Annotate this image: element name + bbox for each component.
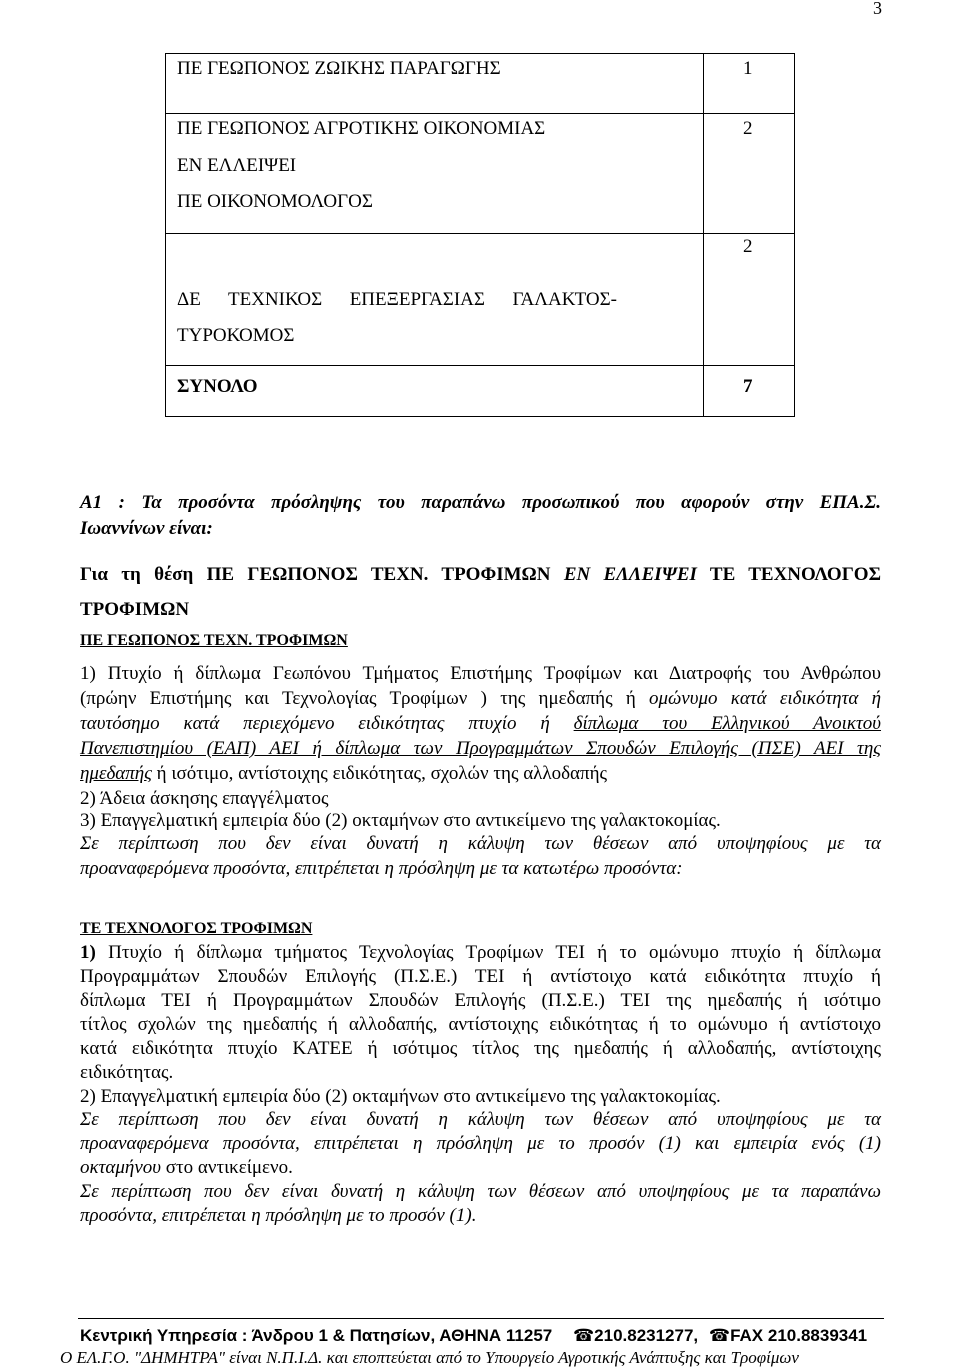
note-line: Σε περίπτωση που δεν είναι δυνατή η κάλυψη των θέσεων από υποψηφίους με τα <box>80 1109 881 1130</box>
qualification-line: κατά ειδικότητα πτυχίο ΚΑΤΕΕ ή ισότιμος τίτλος της ημεδαπής ή αλλοδαπής, αντίστοιχης <box>80 1038 881 1059</box>
footer-divider <box>78 1318 884 1319</box>
text-segment: δίπλωμα του Ελληνικού Ανοικτού <box>573 713 882 734</box>
table-cell-count: 1 <box>743 58 753 79</box>
text-segment: ή ισότιμο, αντίστοιχης ειδικότητας, σχολών της αλλοδαπής <box>151 763 608 784</box>
footer-legal-line: Ο ΕΛ.Γ.Ο. "ΔΗΜΗΤΡΑ" είναι Ν.Π.Ι.Δ. και εποπτεύεται από το Υπουργείο Αγροτικής Ανάπτυξης και Τροφίμων <box>60 1348 799 1367</box>
table-cell-name: ΣΥΝΟΛΟ <box>177 376 258 397</box>
text-segment: Πτυχίο ή δίπλωμα τμήματος Τεχνολογίας Τροφίμων ΤΕΙ ή το ομώνυμο πτυχίο ή δίπλωμα <box>95 942 881 963</box>
table-row <box>166 54 795 114</box>
table-row <box>166 234 795 366</box>
note-line: Σε περίπτωση που δεν είναι δυνατή η κάλυψη των θέσεων από υποψηφίους με τα <box>80 833 881 854</box>
table-cell-count: 2 <box>743 236 753 257</box>
position1-heading-line2: ΤΡΟΦΙΜΩΝ <box>80 599 190 620</box>
table-row <box>166 114 795 234</box>
qualification-line <box>80 714 881 733</box>
table-cell-name: ΠΕ ΓΕΩΠΟΝΟΣ ΖΩΙΚΗΣ ΠΑΡΑΓΩΓΗΣ <box>177 58 501 79</box>
qualification-item: 2) Άδεια άσκησης επαγγέλματος <box>80 788 329 809</box>
note-line: Σε περίπτωση που δεν είναι δυνατή η κάλυψη των θέσεων από υποψηφίους με τα παραπάνω <box>80 1181 881 1202</box>
table-cell-name: ΔΕ ΤΕΧΝΙΚΟΣ ΕΠΕΞΕΡΓΑΣΙΑΣ ΓΑΛΑΚΤΟΣ- <box>177 289 617 310</box>
footer-address: Κεντρική Υπηρεσία : Άνδρου 1 & Πατησίων, ΑΘΗΝΑ 11257 <box>80 1326 553 1345</box>
page-number: 3 <box>873 0 882 18</box>
table-cell-name: ΕΝ ΕΛΛΕΙΨΕΙ <box>177 155 297 176</box>
qualification-line <box>80 943 881 962</box>
table-cell-count: 2 <box>743 118 753 139</box>
heading-prefix: Για τη θέση ΠΕ ΓΕΩΠΟΝΟΣ ΤΕΧΝ. ΤΡΟΦΙΜΩΝ <box>80 564 551 585</box>
qualification-item: 3) Επαγγελματική εμπειρία δύο (2) οκταμήνων στο αντικείμενο της γαλακτοκομίας. <box>80 810 721 831</box>
footer-address-line <box>80 1326 867 1346</box>
footer-fax: FAX 210.8839341 <box>730 1326 868 1345</box>
footer-phone: 210.8231277, <box>594 1326 699 1345</box>
position1-subheading: ΠΕ ΓΕΩΠΟΝΟΣ ΤΕΧΝ. ΤΡΟΦΙΜΩΝ <box>80 632 348 649</box>
qualification-line: ειδικότητας. <box>80 1062 174 1083</box>
table-cell-name: ΠΕ ΓΕΩΠΟΝΟΣ ΑΓΡΟΤΙΚΗΣ ΟΙΚΟΝΟΜΙΑΣ <box>177 118 546 139</box>
note-line: προαναφερόμενα προσόντα, επιτρέπεται η πρόσληψη με τα κατωτέρω προσόντα: <box>80 858 683 879</box>
text-segment: ομώνυμο κατά ειδικότητα ή <box>649 688 882 709</box>
phone-icon: ☎ <box>572 1326 595 1345</box>
table-row <box>166 366 795 417</box>
table-cell-name: ΤΥΡΟΚΟΜΟΣ <box>177 325 295 346</box>
qualification-item: 2) Επαγγελματική εμπειρία δύο (2) οκταμήνων στο αντικείμενο της γαλακτοκομίας. <box>80 1086 721 1107</box>
qualification-line: Προγραμμάτων Σπουδών Επιλογής (Π.Σ.Ε.) ΤΕΙ ή αντίστοιχο κατά ειδικότητα πτυχίο ή <box>80 966 881 987</box>
text-segment: ημεδαπής <box>80 763 152 784</box>
position1-heading <box>80 565 881 584</box>
note-line: προσόντα, επιτρέπεται η πρόσληψη με το προσόν (1). <box>80 1205 477 1226</box>
qualification-line: τίτλος σχολών της ημεδαπής ή αλλοδαπής, αντίστοιχης ειδικότητας ή το ομώνυμο ή αντίστοιχο <box>80 1014 881 1035</box>
qualification-line <box>80 689 881 708</box>
qualification-line <box>80 764 607 783</box>
table-cell-count: 7 <box>743 376 753 397</box>
positions-table <box>165 53 795 417</box>
text-segment: 1) <box>80 942 96 963</box>
text-segment: οκταμήνου <box>80 1157 162 1178</box>
text-segment: (πρώην Επιστήμης και Τεχνολογίας Τροφίμων ) της ημεδαπής ή <box>80 688 636 709</box>
note-line: προαναφερόμενα προσόντα, επιτρέπεται η πρόσληψη με το προσόν (1) και εμπειρία ενός (1) <box>80 1133 881 1154</box>
section-a1-line2: Ιωαννίνων είναι: <box>80 518 213 539</box>
text-segment: ταυτόσημο κατά περιεχόμενο ειδικότητας πτυχίο ή <box>80 713 550 734</box>
phone-icon: ☎ <box>708 1326 731 1345</box>
section-a1-line1: Α1 : Τα προσόντα πρόσληψης του παραπάνω προσωπικού που αφορούν στην ΕΠΑ.Σ. <box>80 492 881 513</box>
position2-heading: ΤΕ ΤΕΧΝΟΛΟΓΟΣ ΤΡΟΦΙΜΩΝ <box>80 920 313 937</box>
table-cell-name: ΠΕ ΟΙΚΟΝΟΜΟΛΟΓΟΣ <box>177 191 373 212</box>
text-segment: στο αντικείμενο. <box>161 1157 293 1178</box>
qualification-line: δίπλωμα ΤΕΙ ή Προγραμμάτων Σπουδών Επιλογής (Π.Σ.Ε.) ΤΕΙ της ημεδαπής ή ισότιμο <box>80 990 881 1011</box>
qualification-line: Πανεπιστημίου (ΕΑΠ) ΑΕΙ ή δίπλωμα των Προγραμμάτων Σπουδών Επιλογής (ΠΣΕ) ΑΕΙ της <box>80 738 881 759</box>
heading-suffix: ΤΕ ΤΕΧΝΟΛΟΓΟΣ <box>709 564 882 585</box>
qualification-line: 1) Πτυχίο ή δίπλωμα Γεωπόνου Τμήματος Επιστήμης Τροφίμων και Διατροφής του Ανθρώπου <box>80 663 881 684</box>
heading-italic: ΕΝ ΕΛΛΕΙΨΕΙ <box>563 564 697 585</box>
note-line <box>80 1158 293 1177</box>
